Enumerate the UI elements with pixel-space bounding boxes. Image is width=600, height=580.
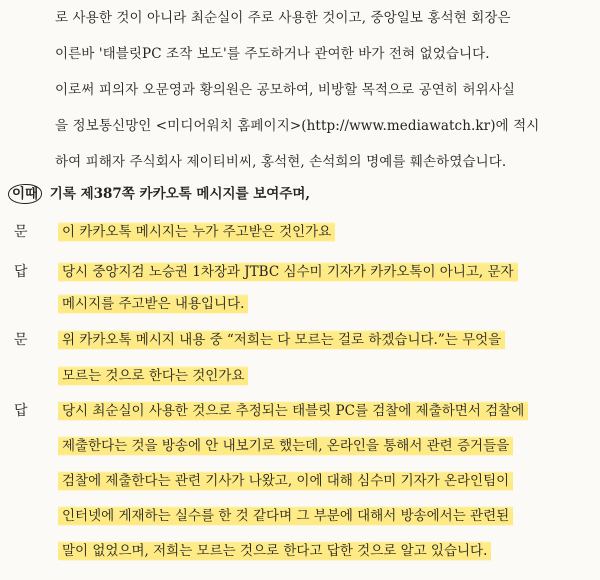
highlighted-text: 위 카카오톡 메시지 내용 중 “저희는 다 모르는 걸로 하겠습니다.”는 무엇을	[58, 330, 505, 350]
paragraph-line: 이른바 '태블릿PC 조작 보도'를 주도하거나 관여한 바가 전혀 없었습니다.	[55, 46, 490, 62]
qa-line	[62, 366, 248, 386]
paragraph-line: 이로써 피의자 오문영과 황의원은 공모하여, 비방할 목적으로 공연히 허위사실	[55, 82, 516, 98]
qa-line	[62, 294, 248, 314]
highlighted-text: 검찰에 제출한다는 관련 기사가 나왔고, 이에 대해 심수미 기자가 온라인팀이	[58, 471, 513, 491]
circled-annotation: 이때	[8, 184, 42, 204]
highlighted-text: 제출한다는 것을 방송에 안 내보기로 했는데, 온라인을 통해서 관련 증거들을	[58, 436, 513, 456]
qa-line	[62, 436, 513, 456]
qa-line	[62, 222, 335, 242]
highlighted-text: 이 카카오톡 메시지는 누가 주고받은 것인가요	[58, 222, 335, 242]
qa-line	[62, 262, 518, 282]
qa-line	[62, 541, 491, 561]
qa-label-question: 문	[14, 332, 28, 348]
paragraph-line: 하여 피해자 주식회사 제이티비씨, 홍석현, 손석희의 명예를 훼손하였습니다.	[55, 154, 507, 170]
highlighted-text: 당시 최순실이 사용한 것으로 추정되는 태블릿 PC를 검찰에 제출하면서 검찰에	[58, 401, 528, 421]
exhibit-heading-text: 기록 제387쪽 카카오톡 메시지를 보여주며,	[45, 186, 311, 202]
qa-line	[62, 401, 528, 421]
highlighted-text: 당시 중앙지검 노승권 1차장과 JTBC 심수미 기자가 카카오톡이 아니고, 문자	[58, 262, 518, 282]
highlighted-text: 말이 없었으며, 저희는 모르는 것으로 한다고 답한 것으로 알고 있습니다.	[58, 541, 491, 561]
exhibit-heading	[8, 184, 310, 204]
qa-line	[62, 506, 513, 526]
highlighted-text: 메시지를 주고받은 내용입니다.	[58, 294, 248, 314]
qa-label-answer: 답	[14, 264, 28, 280]
paragraph-line: 로 사용한 것이 아니라 최순실이 주로 사용한 것이고, 중앙일보 홍석현 회장은	[55, 10, 511, 26]
qa-label-answer: 답	[14, 403, 28, 419]
qa-line	[62, 330, 505, 350]
qa-line	[62, 471, 513, 491]
highlighted-text: 인터넷에 게재하는 실수를 한 것 같다며 그 부분에 대해서 방송에서는 관련된	[58, 506, 513, 526]
paragraph-line: 을 정보통신망인 <미디어워치 홈페이지>(http://www.mediawatch.kr)에 적시	[55, 118, 540, 134]
highlighted-text: 모르는 것으로 한다는 것인가요	[58, 366, 248, 386]
qa-label-question: 문	[14, 224, 28, 240]
